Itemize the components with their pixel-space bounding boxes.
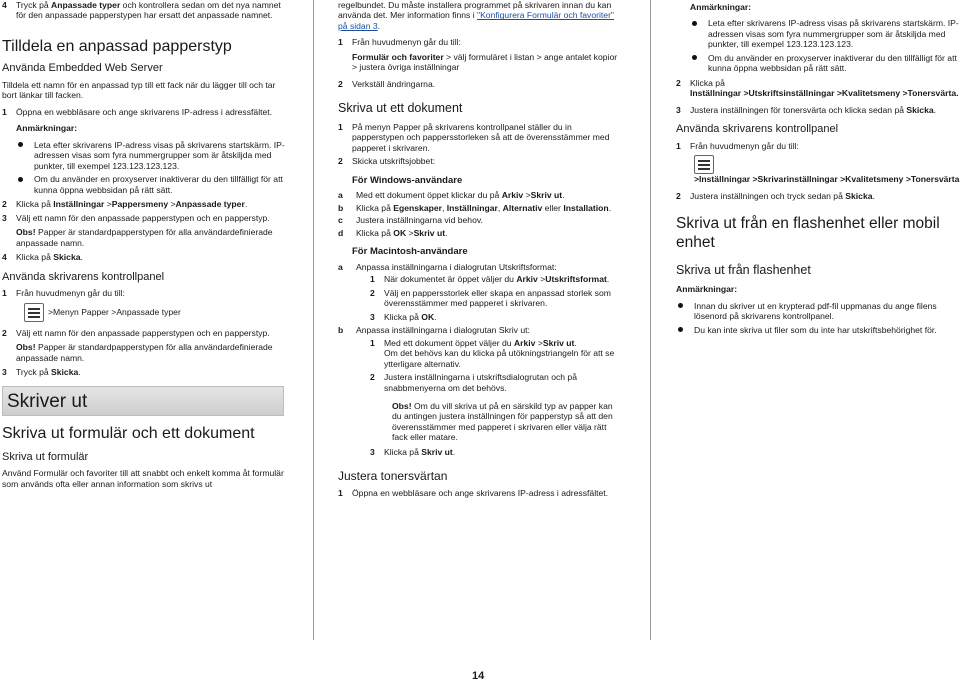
- heading-control-panel: Använda skrivarens kontrollpanel: [2, 270, 165, 283]
- menu-path: >Inställningar >Skrivarinställningar >Kvalitetsmeny >Tonersvärta: [694, 155, 960, 184]
- mac-step-a: a Anpassa inställningarna i dialogrutan Utskriftsformat:: [338, 261, 557, 272]
- heading-toner-darkness: Justera tonersvärtan: [338, 469, 448, 484]
- notes-heading: Anmärkningar:: [676, 284, 738, 295]
- chapter-banner: Skriver ut: [2, 386, 284, 416]
- heading-macintosh: För Macintosh-användare: [352, 246, 468, 258]
- ews-step-1: 1 Öppna en webbläsare och ange skrivarens IP-adress i adressfältet.: [2, 106, 273, 117]
- panel-step-1: 1 Från huvudmenyn går du till:: [676, 140, 799, 151]
- heading-ews: Använda Embedded Web Server: [2, 62, 163, 75]
- note-ip-address: Leta efter skrivarens IP-adress visas på skrivarens startskärm. IP-adressen visas som fyra nummergrupper som är åtskiljda med punkter, till exempel 123.123.123.123.: [16, 140, 290, 171]
- note-proxy: Om du använder en proxyserver inaktiverar du den tillfälligt för att kunna öppna webbsidan på rätt sätt.: [16, 174, 290, 195]
- ews-step-3: 3 Välj ett namn för den anpassade papperstypen och en papperstyp.: [2, 212, 270, 223]
- note-ip-address: Leta efter skrivarens IP-adress visas på skrivarens startskärm. IP-adressen visas som fyra nummergrupper som är åtskiljda med punkter, till exempel 123.123.123.123.: [690, 18, 960, 49]
- obs-note: Obs! Om du vill skriva ut på en särskild typ av papper kan du antingen justera inställningen för papperstyp så att den överensstämmer med papperet i skrivaren eller välja rätt fack eller matare.: [392, 401, 613, 443]
- win-step-d: d Klicka på OK >Skriv ut.: [338, 227, 448, 238]
- win-step-c: c Justera inställningarna vid behov.: [338, 215, 483, 226]
- mac-b-step-1: 1 Med ett dokument öppet väljer du Arkiv >Skriv ut. Om det behövs kan du klicka på utökningstriangeln för att se ytterligare alternativ.: [370, 337, 615, 369]
- mac-a-step-3: 3 Klicka på OK.: [370, 311, 437, 322]
- mac-a-step-2: 2 Välj en pappersstorlek eller skapa en anpassad storlek som överensstämmer med papperet i skrivaren.: [370, 287, 611, 309]
- heading-print-document: Skriva ut ett dokument: [338, 101, 463, 116]
- heading-print-forms: Skriva ut formulär: [2, 451, 89, 464]
- note-encrypted-pdf: Innan du skriver ut en krypterad pdf-fil uppmanas du ange filens lösenord på skrivarens kontrollpanel.: [676, 301, 960, 322]
- mac-step-b: b Anpassa inställningarna i dialogrutan Skriv ut:: [338, 325, 530, 336]
- ews-step-2: 2 Klicka på Inställningar >Pappersmeny >Anpassade typer.: [2, 199, 248, 210]
- toner-step-3: 3 Justera inställningen för tonersvärta och klicka sedan på Skicka.: [676, 104, 937, 115]
- menu-icon: [24, 303, 44, 322]
- forms-path: Formulär och favoriter > välj formuläret i listan > ange antalet kopior > justera övriga inställningar: [352, 51, 618, 73]
- doc-step-1: 1 På menyn Papper på skrivarens kontrollpanel ställer du in papperstypen och pappersstorleken så att de överensstämmer med papperet i skrivaren.: [338, 121, 610, 153]
- heading-windows: För Windows-användare: [352, 174, 463, 186]
- mac-a-step-1: 1 När dokumentet är öppet väljer du Arkiv >Utskriftsformat.: [370, 274, 610, 285]
- column-right: [676, 0, 960, 338]
- toner-step-1: 1 Öppna en webbläsare och ange skrivarens IP-adress i adressfältet.: [338, 488, 609, 499]
- panel-step-3: 3 Tryck på Skicka.: [2, 367, 81, 378]
- note-permissions: Du kan inte skriva ut filer som du inte har utskriftsbehörighet för.: [676, 325, 960, 335]
- column-middle: [338, 0, 624, 502]
- win-step-a: a Med ett dokument öppet klickar du på Arkiv >Skriv ut.: [338, 190, 565, 201]
- step-4-custom-types: 4 Tryck på Anpassade typer och kontrollera sedan om det nya namnet för den anpassade papperstypen har ersatt det anpassade namnet.: [2, 0, 281, 21]
- menu-path: >Menyn Papper >Anpassade typer: [24, 303, 290, 322]
- menu-icon: [694, 155, 714, 174]
- mac-b-step-3: 3 Klicka på Skriv ut.: [370, 446, 456, 457]
- ews-intro: Tilldela ett namn för en anpassad typ till ett fack när du lägger till och tar bort länkar till facken.: [2, 79, 276, 101]
- heading-print-flash-mobile: Skriva ut från en flashenhet eller mobil enhet: [676, 215, 940, 252]
- obs-note: Obs! Papper är standardpapperstypen för alla användardefinierade anpassade namn.: [16, 227, 273, 248]
- heading-control-panel: Använda skrivarens kontrollpanel: [676, 123, 839, 136]
- panel-step-2: 2 Justera inställningen och tryck sedan på Skicka.: [676, 190, 875, 201]
- forms-continued: regelbundet. Du måste installera programmet på skrivaren innan du kan använda det. Mer information finns i "Konfigurera Formulär och favoriter" på sidan 3.: [338, 0, 614, 31]
- panel-step-1: 1 Från huvudmenyn går du till:: [2, 288, 125, 299]
- forms-step-2: 2 Verkställ ändringarna.: [338, 78, 436, 89]
- mac-b-step-2: 2 Justera inställningarna i utskriftsdialogrutan och på snabbmenyerna om det behövs.: [370, 372, 577, 393]
- link-configure-forms[interactable]: "Konfigurera Formulär och favoriter" på sidan 3: [338, 10, 614, 31]
- column-divider: [313, 0, 314, 640]
- column-left: [2, 0, 290, 489]
- notes-heading: Anmärkningar:: [690, 2, 752, 12]
- page-number: 14: [472, 670, 485, 682]
- forms-step-1: 1 Från huvudmenyn går du till:: [338, 37, 461, 48]
- toner-step-2: 2 Klicka på Inställningar >Utskriftsinställningar >Kvalitetsmeny >Tonersvärta.: [676, 77, 959, 99]
- notes-heading: Anmärkningar:: [16, 123, 78, 134]
- panel-step-2: 2 Välj ett namn för den anpassade papperstypen och en papperstyp.: [2, 327, 270, 338]
- heading-assign-custom-type: Tilldela en anpassad papperstyp: [2, 37, 232, 55]
- column-divider: [650, 0, 651, 640]
- heading-print-flash: Skriva ut från flashenhet: [676, 263, 811, 278]
- forms-intro: Använd Formulär och favoriter till att snabbt och enkelt komma åt formulär som används ofta eller annan information som skrivs ut: [2, 468, 284, 489]
- note-proxy: Om du använder en proxyserver inaktiverar du den tillfälligt för att kunna öppna webbsidan på rätt sätt.: [690, 53, 960, 74]
- doc-step-2: 2 Skicka utskriftsjobbet:: [338, 156, 436, 167]
- ews-step-4: 4 Klicka på Skicka.: [2, 252, 83, 263]
- win-step-b: b Klicka på Egenskaper, Inställningar, Alternativ eller Installation.: [338, 202, 612, 213]
- obs-note: Obs! Papper är standardpapperstypen för alla användardefinierade anpassade namn.: [16, 342, 273, 363]
- heading-print-forms-document: Skriva ut formulär och ett dokument: [2, 424, 255, 442]
